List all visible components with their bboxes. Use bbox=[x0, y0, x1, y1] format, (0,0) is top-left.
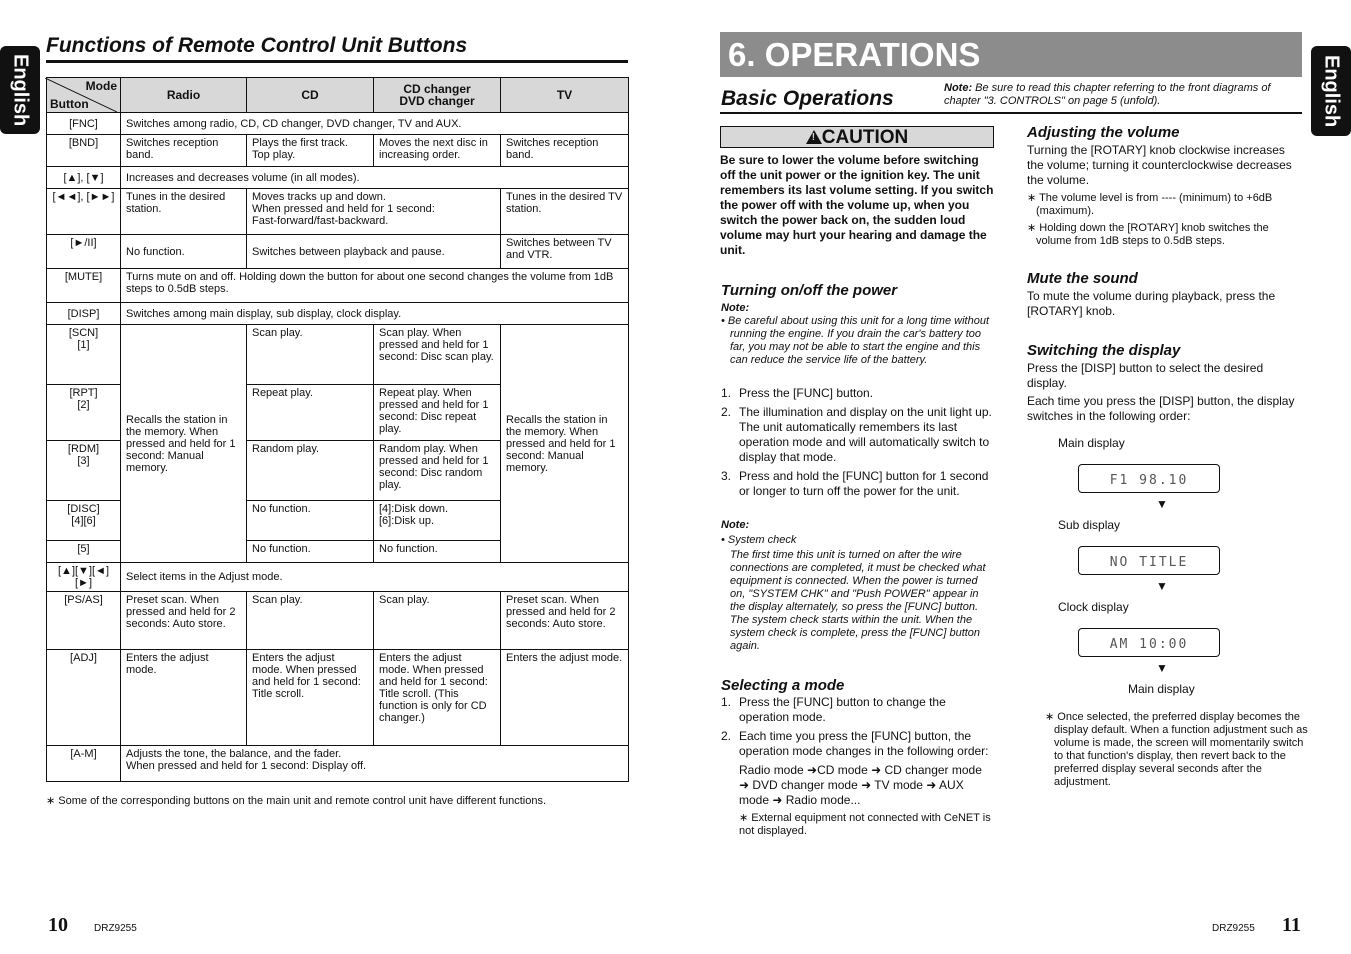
table-footnote: ∗ Some of the corresponding buttons on the main unit and remote control unit have different functions. bbox=[46, 795, 547, 807]
table-row: [DISC] [4][6] No function. [4]:Disk down. [6]:Disk up. bbox=[47, 501, 629, 541]
mode-note: ∗ External equipment not connected with CeNET is not displayed. bbox=[739, 812, 991, 837]
volume-heading: Adjusting the volume bbox=[1027, 124, 1180, 141]
display-heading: Switching the display bbox=[1027, 342, 1181, 359]
power-note: Note: • Be careful about using this unit for a long time without running the engine. If you drain the car's battery too far, you may not be able to start the engine and this can reduce the service life of the battery. bbox=[721, 302, 990, 366]
header-tv: TV bbox=[501, 78, 629, 113]
header-radio: Radio bbox=[121, 78, 247, 113]
page-number-right: 11 bbox=[1282, 914, 1301, 936]
lcd-clock-display: AM 10:00 bbox=[1078, 628, 1220, 657]
table-row: [PS/AS] Preset scan. When pressed and held for 2 seconds: Auto store. Scan play. Scan play. Preset scan. When pressed and held for 2 seconds: Auto store. bbox=[47, 592, 629, 650]
language-tab-left: English bbox=[0, 46, 40, 134]
chapter-title: 6. OPERATIONS bbox=[720, 32, 1302, 77]
table-row: [▲][▼][◄][►] Select items in the Adjust mode. bbox=[47, 563, 629, 592]
table-row: [RPT] [2] Repeat play. Repeat play. When pressed and held for 1 second: Disc repeat play. bbox=[47, 385, 629, 441]
list-item: 2. The illumination and display on the unit light up. The unit automatically remembers its last operation mode and will automatically switch to display that mode. bbox=[721, 405, 992, 464]
table-row: [A-M] Adjusts the tone, the balance, and the fader. When pressed and held for 1 second: Display off. bbox=[47, 746, 629, 782]
list-item: 1. Press the [FUNC] button to change the operation mode. bbox=[721, 695, 946, 724]
list-item: 2. Each time you press the [FUNC] button, the operation mode changes in the following order: bbox=[721, 729, 989, 758]
arrow-down-icon: ▼ bbox=[1156, 579, 1168, 593]
label-clock-display: Clock display bbox=[1058, 600, 1129, 614]
arrow-down-icon: ▼ bbox=[1156, 497, 1168, 511]
page-number-left: 10 bbox=[48, 914, 68, 936]
language-tab-right: English bbox=[1311, 46, 1351, 136]
model-left: DRZ9255 bbox=[94, 923, 137, 934]
table-row: [►/II] No function. Switches between playback and pause. Switches between TV and VTR. bbox=[47, 235, 629, 269]
title-rule bbox=[46, 60, 628, 63]
table-row: [RDM] [3] Random play. Random play. When pressed and held for 1 second: Disc random play. bbox=[47, 441, 629, 501]
arrow-down-icon: ▼ bbox=[1156, 661, 1168, 675]
table-row: [FNC] Switches among radio, CD, CD changer, DVD changer, TV and AUX. bbox=[47, 113, 629, 135]
section-rule bbox=[720, 112, 1302, 114]
power-heading: Turning on/off the power bbox=[721, 282, 898, 299]
mute-heading: Mute the sound bbox=[1027, 270, 1138, 287]
section-title: Basic Operations bbox=[721, 87, 894, 110]
system-check-note: Note: • System check The first time this unit is turned on after the wire connections are completed, it must be checked what equipment is connected. When the power is turned on, "SYSTEM CHK" and "Push POWER" appear in the display alternately, so press the [FUNC] button. The system check starts within the unit. When the system check is complete, press the [FUNC] button again. bbox=[721, 519, 986, 652]
chapter-note: Note: Be sure to read this chapter referring to the front diagrams of chapter "3. CONTROLS" on page 5 (unfold). bbox=[944, 82, 1271, 107]
table-row: [▲], [▼] Increases and decreases volume (in all modes). bbox=[47, 167, 629, 189]
table-row: [5] No function. No function. bbox=[47, 541, 629, 563]
header-mode: Mode bbox=[85, 79, 117, 93]
volume-text: Turning the [ROTARY] knob clockwise increases the volume; turning it counterclockwise decreases the volume. bbox=[1027, 143, 1292, 187]
remote-functions-table bbox=[46, 77, 629, 782]
display-note: ∗ Once selected, the preferred display becomes the display default. When a function adjustment such as volume is made, the screen will momentarily switch to that function's display, then revert back to the preferred display several seconds after the adjustment. bbox=[1045, 711, 1308, 788]
list-item: 1. Press the [FUNC] button. bbox=[721, 386, 874, 400]
label-main-display-return: Main display bbox=[1128, 682, 1195, 696]
label-main-display: Main display bbox=[1058, 436, 1125, 450]
volume-notes: ∗ The volume level is from ---- (minimum) to +6dB (maximum). ∗ Holding down the [ROTARY] knob switches the volume from 1dB steps to 0.5dB steps. bbox=[1027, 192, 1273, 247]
caution-text: Be sure to lower the volume before switching off the unit power or the ignition key. The unit remembers its last volume setting. If you switch the power off with the volume up, when you switch the power back on, the sudden loud volume may hurt your hearing and damage the unit. bbox=[720, 153, 994, 257]
table-row: [SCN] [1] Recalls the station in the memory. When pressed and held for 1 second: Manual memory. Scan play. Scan play. When pressed and held for 1 second: Disc scan play. Recalls the station in the memory. When pressed and held for 1 second: Manual memory. bbox=[47, 325, 629, 385]
header-button: Button bbox=[50, 97, 89, 111]
table-row: [MUTE] Turns mute on and off. Holding down the button for about one second changes the volume from 1dB steps to 0.5dB steps. bbox=[47, 269, 629, 303]
display-text: Press the [DISP] button to select the desired display. Each time you press the [DISP] button, the display switches in the following order: bbox=[1027, 361, 1295, 423]
mode-steps bbox=[721, 695, 993, 838]
lcd-main-display: F1 98.10 bbox=[1078, 464, 1220, 493]
mute-text: To mute the volume during playback, press the [ROTARY] knob. bbox=[1027, 289, 1276, 318]
lcd-sub-display: NO TITLE bbox=[1078, 546, 1220, 575]
table-row: [DISP] Switches among main display, sub display, clock display. bbox=[47, 303, 629, 325]
table-row: [ADJ] Enters the adjust mode. Enters the adjust mode. When pressed and held for 1 second: Title scroll. Enters the adjust mode. When pressed and held for 1 second: Title scroll. (This function is only for CD changer.) Enters the adjust mode. bbox=[47, 650, 629, 746]
mode-order: Radio mode ➜CD mode ➜ CD changer mode ➜ DVD changer mode ➜ TV mode ➜ AUX mode ➜ Radio mode... bbox=[739, 763, 982, 807]
mode-button-corner bbox=[50, 80, 117, 110]
label-sub-display: Sub display bbox=[1058, 518, 1121, 532]
mode-heading: Selecting a mode bbox=[721, 677, 845, 694]
list-item: 3. Press and hold the [FUNC] button for 1 second or longer to turn off the power for the unit. bbox=[721, 469, 989, 498]
model-right: DRZ9255 bbox=[1212, 923, 1255, 934]
header-cd: CD bbox=[247, 78, 374, 113]
caution-banner: ! CAUTION bbox=[720, 126, 994, 148]
remote-functions-title: Functions of Remote Control Unit Buttons bbox=[46, 34, 468, 57]
warning-icon: ! bbox=[806, 130, 822, 144]
table-row: [◄◄], [►►] Tunes in the desired station. Moves tracks up and down. When pressed and held for 1 second: Fast-forward/fast-backward. Tunes in the desired TV station. bbox=[47, 189, 629, 235]
header-changer: CD changer DVD changer bbox=[374, 78, 501, 113]
power-steps bbox=[721, 386, 993, 499]
table-row: [BND] Switches reception band. Plays the first track. Top play. Moves the next disc in increasing order. Switches reception band. bbox=[47, 135, 629, 167]
